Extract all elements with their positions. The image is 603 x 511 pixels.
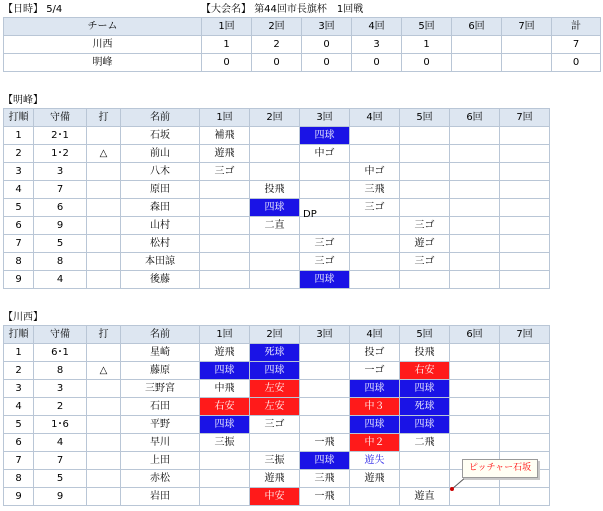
batting-order: 5	[4, 199, 34, 217]
at-bat-result	[450, 434, 500, 452]
at-bat-result: 二直	[250, 217, 300, 235]
inning-header: 4回	[352, 18, 402, 36]
meet-line	[201, 4, 363, 16]
position: 2･1	[34, 127, 87, 145]
at-bat-result	[500, 416, 550, 434]
lineup-table	[3, 325, 550, 506]
at-bat-result	[350, 217, 400, 235]
at-bat-result: 投飛	[250, 181, 300, 199]
at-bat-result: 四球	[300, 452, 350, 470]
at-bat-result: 四球	[350, 380, 400, 398]
at-bat-result: 左安	[250, 398, 300, 416]
at-bat-result	[500, 362, 550, 380]
at-bat-result: 遊飛	[250, 470, 300, 488]
team-header: チーム	[4, 18, 202, 36]
batting-order: 2	[4, 145, 34, 163]
bat-note	[87, 452, 121, 470]
at-bat-result: 中飛	[200, 380, 250, 398]
position: 1･6	[34, 416, 87, 434]
at-bat-result: 三飛	[350, 181, 400, 199]
at-bat-result: 中ゴ	[300, 145, 350, 163]
at-bat-result: 遊飛	[200, 145, 250, 163]
at-bat-result: 四球	[300, 271, 350, 289]
total-score: 0	[552, 54, 601, 72]
at-bat-result: 四球	[250, 362, 300, 380]
inning-score: 3	[352, 36, 402, 54]
batting-order: 4	[4, 398, 34, 416]
position-header: 守備	[34, 326, 87, 344]
position: 5	[34, 235, 87, 253]
batter-row	[4, 127, 550, 145]
inning-score: 0	[352, 54, 402, 72]
at-bat-result	[500, 271, 550, 289]
at-bat-result	[300, 181, 350, 199]
at-bat-result: 四球	[400, 416, 450, 434]
bat-note	[87, 271, 121, 289]
inning-header: 6回	[452, 18, 502, 36]
at-bat-result	[500, 380, 550, 398]
batter-row	[4, 181, 550, 199]
at-bat-result	[450, 181, 500, 199]
position: 9	[34, 488, 87, 506]
bat-note	[87, 344, 121, 362]
player-name: 本田諒	[121, 253, 200, 271]
at-bat-result	[400, 163, 450, 181]
position: 7	[34, 452, 87, 470]
inning-header: 7回	[500, 326, 550, 344]
total-header: 計	[552, 18, 601, 36]
inning-header: 5回	[400, 109, 450, 127]
at-bat-result	[500, 199, 550, 217]
at-bat-result	[350, 271, 400, 289]
player-name: 原田	[121, 181, 200, 199]
double-play-note: DP	[303, 209, 317, 220]
order-header: 打順	[4, 109, 34, 127]
at-bat-result: 四球	[350, 416, 400, 434]
batter-row	[4, 344, 550, 362]
player-name: 森田	[121, 199, 200, 217]
at-bat-result	[250, 271, 300, 289]
inning-score: 1	[402, 36, 452, 54]
at-bat-result	[500, 434, 550, 452]
at-bat-result	[450, 217, 500, 235]
at-bat-result	[200, 181, 250, 199]
at-bat-result: 三ゴ	[350, 199, 400, 217]
name-header: 名前	[121, 326, 200, 344]
at-bat-result	[400, 127, 450, 145]
position: 1･2	[34, 145, 87, 163]
score-row	[4, 36, 601, 54]
at-bat-result	[500, 253, 550, 271]
at-bat-result	[400, 181, 450, 199]
inning-header: 2回	[250, 326, 300, 344]
at-bat-result: 一ゴ	[350, 362, 400, 380]
at-bat-result	[400, 452, 450, 470]
date-line	[3, 4, 62, 16]
at-bat-result	[200, 235, 250, 253]
batting-order: 8	[4, 470, 34, 488]
batting-order: 3	[4, 163, 34, 181]
batting-order: 9	[4, 271, 34, 289]
at-bat-result	[400, 271, 450, 289]
at-bat-result: 三飛	[300, 470, 350, 488]
bat-note	[87, 434, 121, 452]
inning-header: 2回	[250, 109, 300, 127]
inning-header: 3回	[300, 326, 350, 344]
lineup-header-row	[4, 109, 550, 127]
at-bat-result: 三ゴ	[300, 235, 350, 253]
batter-row	[4, 271, 550, 289]
at-bat-result: 投ゴ	[350, 344, 400, 362]
at-bat-result	[450, 163, 500, 181]
bat-note	[87, 380, 121, 398]
player-name: 岩田	[121, 488, 200, 506]
inning-score: 0	[252, 54, 302, 72]
lineup-title: 【明峰】	[3, 95, 43, 106]
batter-row	[4, 235, 550, 253]
bat-header: 打	[87, 326, 121, 344]
at-bat-result: 中ゴ	[350, 163, 400, 181]
position: 4	[34, 271, 87, 289]
meet-label: 【大会名】	[201, 4, 251, 15]
at-bat-result: 一飛	[300, 434, 350, 452]
at-bat-result: 三ゴ	[200, 163, 250, 181]
player-name: 早川	[121, 434, 200, 452]
at-bat-result	[500, 163, 550, 181]
player-name: 石田	[121, 398, 200, 416]
at-bat-result	[350, 235, 400, 253]
at-bat-result	[200, 470, 250, 488]
bat-header: 打	[87, 109, 121, 127]
bat-note: △	[87, 145, 121, 163]
batting-order: 7	[4, 235, 34, 253]
order-header: 打順	[4, 326, 34, 344]
position: 8	[34, 253, 87, 271]
at-bat-result	[500, 127, 550, 145]
at-bat-result	[350, 127, 400, 145]
position: 4	[34, 434, 87, 452]
at-bat-result	[200, 253, 250, 271]
at-bat-result	[250, 235, 300, 253]
at-bat-result: 遊失	[350, 452, 400, 470]
inning-score: 0	[202, 54, 252, 72]
batter-row	[4, 434, 550, 452]
inning-header: 1回	[200, 109, 250, 127]
at-bat-result	[500, 217, 550, 235]
at-bat-result: 遊直	[400, 488, 450, 506]
at-bat-result: 中２	[350, 434, 400, 452]
at-bat-result	[250, 127, 300, 145]
date-label: 【日時】	[3, 4, 43, 15]
inning-header: 3回	[302, 18, 352, 36]
at-bat-result	[450, 253, 500, 271]
at-bat-result	[500, 235, 550, 253]
at-bat-result	[500, 488, 550, 506]
at-bat-result	[500, 398, 550, 416]
at-bat-result: 二飛	[400, 434, 450, 452]
inning-header: 6回	[450, 326, 500, 344]
at-bat-result	[450, 416, 500, 434]
batting-order: 6	[4, 434, 34, 452]
bat-note	[87, 253, 121, 271]
at-bat-result	[300, 344, 350, 362]
inning-header: 3回	[300, 109, 350, 127]
player-name: 前山	[121, 145, 200, 163]
bat-note	[87, 217, 121, 235]
bat-note	[87, 163, 121, 181]
at-bat-result: 投飛	[400, 344, 450, 362]
at-bat-result	[200, 217, 250, 235]
inning-score	[452, 36, 502, 54]
at-bat-result: 遊飛	[350, 470, 400, 488]
inning-header: 7回	[502, 18, 552, 36]
player-name: 松村	[121, 235, 200, 253]
batting-order: 9	[4, 488, 34, 506]
at-bat-result	[200, 452, 250, 470]
at-bat-result	[450, 398, 500, 416]
inning-header: 2回	[252, 18, 302, 36]
lineup-title: 【川西】	[3, 312, 43, 323]
position: 3	[34, 163, 87, 181]
batter-row	[4, 380, 550, 398]
bat-note	[87, 127, 121, 145]
at-bat-result: 遊飛	[200, 344, 250, 362]
at-bat-result: 三ゴ	[250, 416, 300, 434]
batter-row	[4, 362, 550, 380]
at-bat-result	[300, 380, 350, 398]
batting-order: 1	[4, 344, 34, 362]
at-bat-result	[250, 145, 300, 163]
at-bat-result	[450, 145, 500, 163]
batter-row	[4, 398, 550, 416]
at-bat-result	[250, 163, 300, 181]
at-bat-result: 死球	[400, 398, 450, 416]
inning-header: 1回	[202, 18, 252, 36]
at-bat-result	[300, 398, 350, 416]
player-name: 山村	[121, 217, 200, 235]
inning-score	[502, 36, 552, 54]
bat-note	[87, 181, 121, 199]
at-bat-result: 三ゴ	[400, 217, 450, 235]
at-bat-result: 補飛	[200, 127, 250, 145]
inning-score: 0	[302, 36, 352, 54]
at-bat-result: 四球	[300, 127, 350, 145]
bat-note	[87, 416, 121, 434]
inning-header: 4回	[350, 109, 400, 127]
bat-note	[87, 235, 121, 253]
player-name: 石坂	[121, 127, 200, 145]
at-bat-result: 三ゴ	[400, 253, 450, 271]
at-bat-result	[450, 235, 500, 253]
scoreboard-table	[3, 17, 601, 72]
at-bat-result	[450, 344, 500, 362]
batting-order: 3	[4, 380, 34, 398]
at-bat-result: 死球	[250, 344, 300, 362]
at-bat-result	[300, 163, 350, 181]
batter-row	[4, 488, 550, 506]
at-bat-result	[300, 362, 350, 380]
total-score: 7	[552, 36, 601, 54]
at-bat-result: 右安	[200, 398, 250, 416]
batting-order: 6	[4, 217, 34, 235]
pitcher-callout: ピッチャー石坂	[462, 459, 538, 478]
at-bat-result: 四球	[200, 362, 250, 380]
at-bat-result	[200, 271, 250, 289]
lineup-table	[3, 108, 550, 289]
inning-score: 1	[202, 36, 252, 54]
batter-row	[4, 217, 550, 235]
batting-order: 2	[4, 362, 34, 380]
at-bat-result	[200, 488, 250, 506]
player-name: 星崎	[121, 344, 200, 362]
at-bat-result	[450, 199, 500, 217]
position: 5	[34, 470, 87, 488]
bat-note	[87, 199, 121, 217]
position: 6･1	[34, 344, 87, 362]
at-bat-result	[500, 344, 550, 362]
batter-row	[4, 145, 550, 163]
meet-value: 第44回市長旗杯 1回戦	[254, 4, 364, 15]
at-bat-result	[200, 199, 250, 217]
at-bat-result: 三振	[200, 434, 250, 452]
bat-note	[87, 398, 121, 416]
inning-header: 1回	[200, 326, 250, 344]
player-name: 三野宮	[121, 380, 200, 398]
batter-row	[4, 163, 550, 181]
team-name: 川西	[4, 36, 202, 54]
at-bat-result	[400, 470, 450, 488]
bat-note	[87, 488, 121, 506]
player-name: 赤松	[121, 470, 200, 488]
batter-row	[4, 253, 550, 271]
at-bat-result: 三ゴ	[300, 253, 350, 271]
position: 6	[34, 199, 87, 217]
position-header: 守備	[34, 109, 87, 127]
inning-score: 0	[402, 54, 452, 72]
at-bat-result: 中３	[350, 398, 400, 416]
callout-leader	[449, 476, 467, 492]
at-bat-result	[250, 253, 300, 271]
at-bat-result	[500, 145, 550, 163]
at-bat-result	[300, 416, 350, 434]
at-bat-result	[400, 145, 450, 163]
position: 7	[34, 181, 87, 199]
at-bat-result	[500, 181, 550, 199]
position: 8	[34, 362, 87, 380]
at-bat-result	[350, 253, 400, 271]
inning-score	[502, 54, 552, 72]
scoreboard-header-row	[4, 18, 601, 36]
at-bat-result: 一飛	[300, 488, 350, 506]
player-name: 後藤	[121, 271, 200, 289]
at-bat-result	[450, 362, 500, 380]
inning-header: 6回	[450, 109, 500, 127]
team-name: 明峰	[4, 54, 202, 72]
player-name: 八木	[121, 163, 200, 181]
at-bat-result: 左安	[250, 380, 300, 398]
batting-order: 4	[4, 181, 34, 199]
at-bat-result	[350, 145, 400, 163]
inning-header: 5回	[400, 326, 450, 344]
at-bat-result	[450, 380, 500, 398]
batter-row	[4, 199, 550, 217]
inning-header: 5回	[402, 18, 452, 36]
at-bat-result	[250, 434, 300, 452]
player-name: 平野	[121, 416, 200, 434]
bat-note: △	[87, 362, 121, 380]
player-name: 上田	[121, 452, 200, 470]
batter-row	[4, 416, 550, 434]
inning-header: 7回	[500, 109, 550, 127]
position: 9	[34, 217, 87, 235]
at-bat-result: 三振	[250, 452, 300, 470]
batting-order: 5	[4, 416, 34, 434]
position: 3	[34, 380, 87, 398]
batting-order: 8	[4, 253, 34, 271]
batting-order: 1	[4, 127, 34, 145]
at-bat-result	[350, 488, 400, 506]
inning-score: 2	[252, 36, 302, 54]
at-bat-result: 四球	[200, 416, 250, 434]
at-bat-result	[450, 271, 500, 289]
at-bat-result: 中安	[250, 488, 300, 506]
at-bat-result	[450, 127, 500, 145]
position: 2	[34, 398, 87, 416]
inning-header: 4回	[350, 326, 400, 344]
lineup-header-row	[4, 326, 550, 344]
score-row	[4, 54, 601, 72]
date-value: 5/4	[46, 4, 63, 15]
name-header: 名前	[121, 109, 200, 127]
at-bat-result	[400, 199, 450, 217]
at-bat-result: 遊ゴ	[400, 235, 450, 253]
inning-score: 0	[302, 54, 352, 72]
batting-order: 7	[4, 452, 34, 470]
at-bat-result: 右安	[400, 362, 450, 380]
at-bat-result: 四球	[250, 199, 300, 217]
player-name: 藤原	[121, 362, 200, 380]
inning-score	[452, 54, 502, 72]
at-bat-result: 四球	[400, 380, 450, 398]
bat-note	[87, 470, 121, 488]
